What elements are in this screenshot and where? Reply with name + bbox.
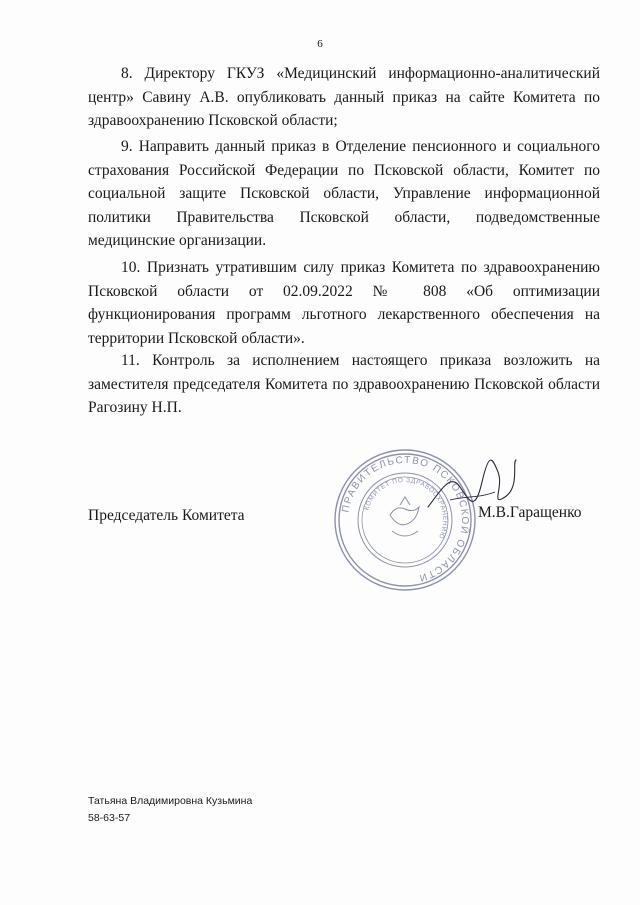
contact-phone: 58-63-57 <box>88 812 131 824</box>
paragraph-10: 10. Признать утратившим силу приказ Комитета по здравоохранению Псковской области от 02.09.2022 № 808 «Об оптимизации функционирования программ льготного лекарственного обеспечения на территории Псковской области». <box>88 259 600 347</box>
signatory-name: М.В.Гаращенко <box>478 504 582 521</box>
paragraph-11: 11. Контроль за исполнением настоящего приказа возложить на заместителя председателя Комитета по здравоохранению Псковской области Рагозину Н.П. <box>88 352 600 416</box>
contact-name: Татьяна Владимировна Кузьмина <box>88 795 253 807</box>
page-number: 6 <box>317 38 323 50</box>
seal-outer-text: ПРАВИТЕЛЬСТВО ПСКОВСКОЙ ОБЛАСТИ <box>340 454 471 584</box>
seal-inner-text: КОМИТЕТ ПО ЗДРАВООХРАНЕНИЮ <box>363 476 449 540</box>
signatory-title: Председатель Комитета <box>88 507 245 524</box>
paragraph-9: 9. Направить данный приказ в Отделение пенсионного и социального страхования Российской Федерации по Псковской области, Комитет по социальной защите Псковской области, Управление информационной политики Правительства Псковской области, подведомственные медицинские организации. <box>88 138 600 249</box>
paragraph-8: 8. Директору ГКУЗ «Медицинский информационно-аналитический центр» Савину А.В. опубликовать данный приказ на сайте Комитета по здравоохранению Псковской области; <box>88 65 600 129</box>
